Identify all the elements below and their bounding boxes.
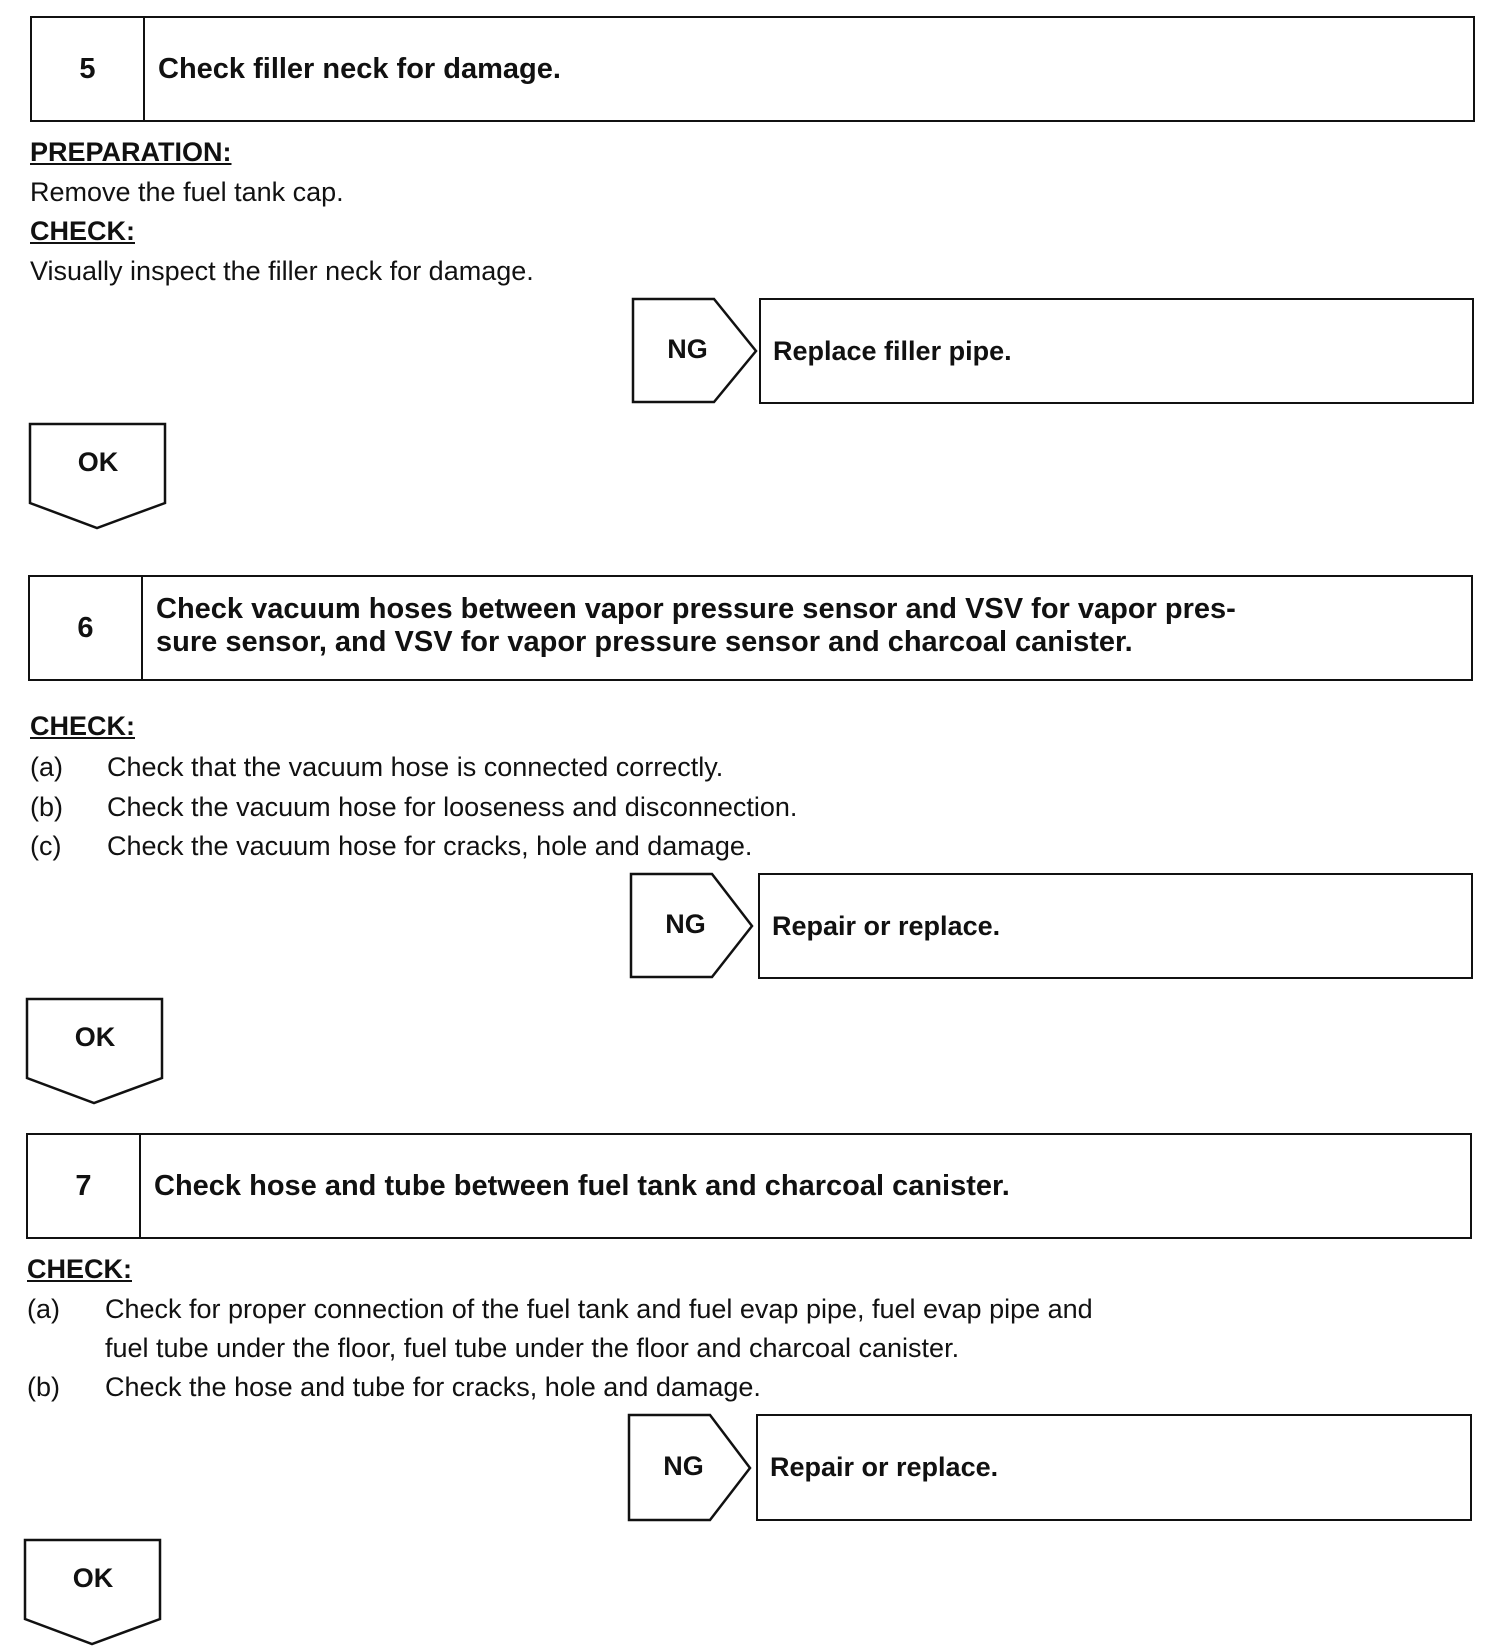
item-marker: (b) <box>27 1372 60 1402</box>
item-marker: (a) <box>27 1294 60 1324</box>
step-title-line-1: Check vacuum hoses between vapor pressure sensor and VSV for vapor pres- <box>156 593 1236 625</box>
ng-action-box: Repair or replace. <box>758 873 1473 979</box>
item-marker: (a) <box>30 752 63 782</box>
step-title: Check filler neck for damage. <box>158 52 561 85</box>
item-marker: (c) <box>30 831 62 861</box>
item-text: Check for proper connection of the fuel tank and fuel evap pipe, fuel evap pipe and <box>105 1294 1093 1324</box>
step-number: 5 <box>32 18 145 120</box>
ng-action-box: Replace filler pipe. <box>759 298 1474 404</box>
item-marker: (b) <box>30 792 63 822</box>
ok-label: OK <box>77 447 119 477</box>
check-text: Visually inspect the filler neck for damage. <box>30 256 534 286</box>
ng-action-box: Repair or replace. <box>756 1414 1472 1521</box>
ng-label: NG <box>667 334 708 364</box>
item-text: Check the vacuum hose for looseness and disconnection. <box>107 792 798 822</box>
step-title: Check hose and tube between fuel tank and charcoal canister. <box>154 1169 1010 1202</box>
preparation-label: PREPARATION: <box>30 137 232 167</box>
item-text: Check that the vacuum hose is connected correctly. <box>107 752 724 782</box>
step-title-line-2: sure sensor, and VSV for vapor pressure sensor and charcoal canister. <box>156 626 1133 658</box>
ok-label: OK <box>72 1563 114 1593</box>
ng-label: NG <box>665 909 706 939</box>
step-title <box>156 577 1266 679</box>
ng-label: NG <box>663 1451 704 1481</box>
step-6-header <box>28 575 1473 681</box>
step-number: 6 <box>30 577 143 679</box>
check-label: CHECK: <box>27 1254 132 1284</box>
step-5-header <box>30 16 1475 122</box>
preparation-text: Remove the fuel tank cap. <box>30 177 344 207</box>
check-label: CHECK: <box>30 216 135 246</box>
ok-label: OK <box>74 1022 116 1052</box>
item-text: Check the vacuum hose for cracks, hole and damage. <box>107 831 753 861</box>
step-number: 7 <box>28 1135 141 1237</box>
item-text: Check the hose and tube for cracks, hole and damage. <box>105 1372 761 1402</box>
check-label: CHECK: <box>30 711 135 741</box>
step-7-header <box>26 1133 1472 1239</box>
item-text-continued: fuel tube under the floor, fuel tube under the floor and charcoal canister. <box>105 1333 960 1363</box>
